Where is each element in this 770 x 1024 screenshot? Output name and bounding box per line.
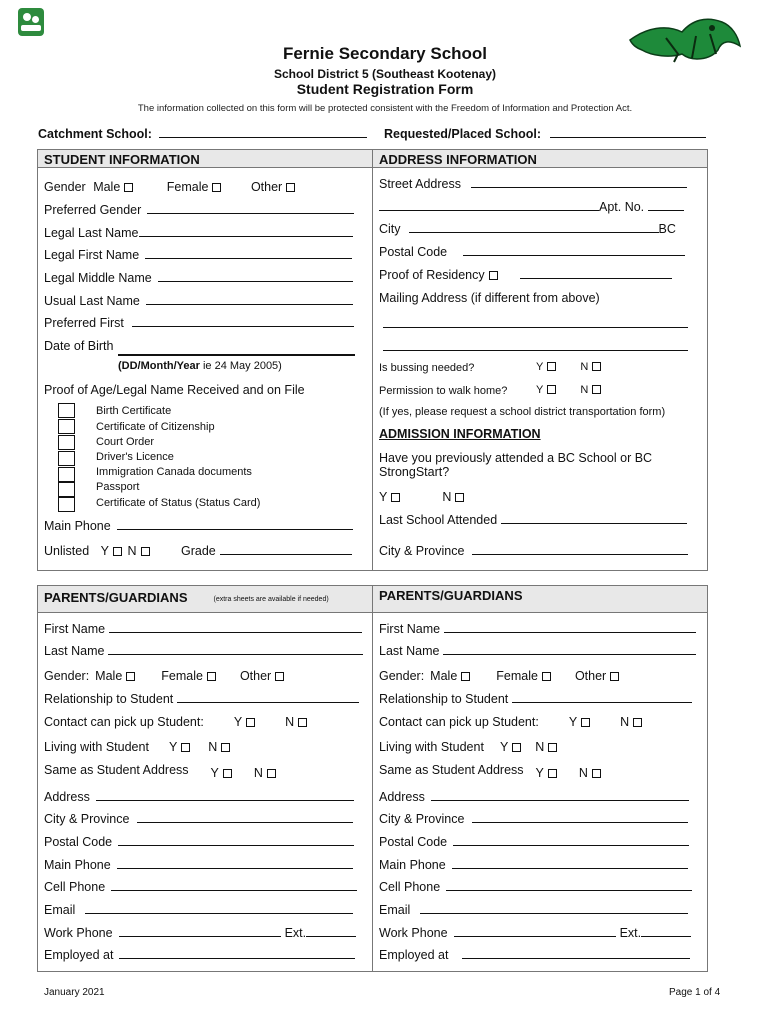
requested-school-field [384, 127, 706, 141]
unlisted-label: Unlisted [44, 544, 90, 558]
p1-address-input[interactable] [96, 790, 354, 801]
p1-pickup-label: Contact can pick up Student: [44, 715, 204, 729]
p2-cell-label: Cell Phone [379, 880, 441, 894]
dob-format-bold: (DD/Month/Year [118, 360, 200, 372]
p1-city-label: City & Province [44, 812, 130, 826]
preferred-first-input[interactable] [132, 316, 354, 327]
catchment-school-field [38, 127, 367, 141]
street-line2-input[interactable] [379, 200, 599, 211]
p2-address-input[interactable] [431, 790, 689, 801]
p2-address-field [379, 790, 689, 804]
gender-other-checkbox[interactable] [286, 183, 295, 192]
parent1-heading: PARENTS/GUARDIANS [44, 590, 188, 605]
grade-input[interactable] [220, 544, 352, 555]
gender-other-label: Other [250, 180, 283, 194]
admission-city-field [379, 544, 688, 558]
p1-female-checkbox[interactable] [207, 672, 216, 681]
gender-female-checkbox[interactable] [212, 183, 221, 192]
p2-postal-label: Postal Code [379, 835, 448, 849]
postal-label: Postal Code [379, 245, 448, 259]
p1-same-no-checkbox[interactable] [267, 769, 276, 778]
p2-city-input[interactable] [472, 812, 688, 823]
address-info-heading: ADDRESS INFORMATION [373, 150, 707, 168]
p2-employed-input[interactable] [462, 948, 690, 959]
requested-label: Requested/Placed School: [384, 127, 541, 141]
p2-address-label: Address [379, 790, 425, 804]
catchment-label: Catchment School: [38, 127, 152, 141]
proof-item: Certificate of Citizenship [96, 421, 215, 433]
footer-page-number: Page 1 of 4 [669, 987, 721, 998]
p1-pickup-yes-checkbox[interactable] [246, 718, 255, 727]
p2-male-checkbox[interactable] [461, 672, 470, 681]
p2-same-addr-label: Same as Student Address [379, 763, 524, 777]
p1-gender-row [44, 669, 284, 683]
usual-last-input[interactable] [146, 294, 353, 305]
parent1-heading-bar [38, 586, 372, 613]
p2-postal-field [379, 835, 689, 849]
admission-options [379, 490, 464, 504]
dob-format-hint [118, 360, 282, 372]
p2-work-field [379, 926, 691, 940]
street-input[interactable] [471, 177, 687, 188]
p2-pickup-no-checkbox[interactable] [633, 718, 642, 727]
p2-city-field [379, 812, 688, 826]
dob-format-rest: ie 24 May 2005) [199, 360, 282, 372]
p1-last-field [44, 644, 363, 658]
proof-court-checkbox[interactable] [58, 435, 75, 450]
usual-last-field [44, 294, 353, 308]
proof-item: Court Order [96, 436, 155, 448]
school-name: Fernie Secondary School [282, 44, 488, 63]
transport-note: (If yes, please request a school district transportation form) [379, 406, 666, 418]
p2-first-input[interactable] [444, 622, 696, 633]
proof-item: Driver's Licence [96, 451, 174, 463]
p1-postal-label: Postal Code [44, 835, 113, 849]
p1-pickup-row [44, 715, 307, 729]
preferred-gender-label: Preferred Gender [44, 203, 142, 217]
p1-main-phone-input[interactable] [117, 858, 353, 869]
admission-yes-label: Y [379, 490, 388, 504]
admission-yes-checkbox[interactable] [391, 493, 400, 502]
p1-living-no-label: N [208, 740, 218, 754]
p1-living-no-checkbox[interactable] [221, 743, 230, 752]
walk-no-label: N [580, 384, 589, 396]
proof-item: Immigration Canada documents [96, 466, 252, 478]
p2-living-label: Living with Student [379, 740, 484, 754]
legal-middle-field [44, 271, 353, 285]
gender-label: Gender [44, 180, 86, 194]
p1-pickup-no-label: N [285, 715, 295, 729]
p1-first-input[interactable] [109, 622, 362, 633]
street-label: Street Address [379, 177, 461, 191]
proof-citizenship-checkbox[interactable] [58, 419, 75, 434]
bussing-label: Is bussing needed? [379, 362, 475, 374]
bussing-yes-label: Y [536, 361, 544, 373]
p2-first-field [379, 622, 696, 636]
apt-input[interactable] [648, 200, 684, 211]
parent2-heading: PARENTS/GUARDIANS [373, 586, 707, 613]
p1-same-yes-checkbox[interactable] [223, 769, 232, 778]
requested-input[interactable] [550, 127, 706, 138]
admission-question-line1: Have you previously attended a BC School or BC [379, 451, 653, 465]
p1-employed-label: Employed at [44, 948, 114, 962]
legal-middle-label: Legal Middle Name [44, 271, 152, 285]
legal-first-input[interactable] [145, 248, 352, 259]
p2-living-no-label: N [535, 740, 545, 754]
p2-main-phone-label: Main Phone [379, 858, 446, 872]
p2-living-yes-checkbox[interactable] [512, 743, 521, 752]
admission-no-checkbox[interactable] [455, 493, 464, 502]
mailing-input-line1[interactable] [383, 327, 688, 328]
p1-postal-input[interactable] [118, 835, 354, 846]
proof-status-checkbox[interactable] [58, 497, 75, 512]
street-field [379, 177, 687, 191]
unlisted-yes-label: Y [100, 544, 109, 558]
p1-relationship-input[interactable] [177, 692, 359, 703]
p1-first-label: First Name [44, 622, 106, 636]
proof-passport-checkbox[interactable] [58, 482, 75, 497]
last-school-input[interactable] [501, 513, 687, 524]
p1-living-yes-checkbox[interactable] [181, 743, 190, 752]
proof-item: Passport [96, 481, 140, 493]
last-school-field [379, 513, 687, 527]
p2-pickup-label: Contact can pick up Student: [379, 715, 539, 729]
district-logo-icon [18, 8, 44, 36]
p2-work-input[interactable] [454, 926, 616, 937]
p1-address-field [44, 790, 354, 804]
p2-first-label: First Name [379, 622, 441, 636]
unlisted-no-label: N [127, 544, 137, 558]
student-main-phone-label: Main Phone [44, 519, 111, 533]
p2-work-label: Work Phone [379, 926, 448, 940]
p1-living-yes-label: Y [168, 740, 178, 754]
postal-field [379, 245, 685, 259]
p2-pickup-row [379, 715, 642, 729]
p1-first-field [44, 622, 362, 636]
p2-female-label: Female [496, 669, 538, 683]
proof-residency-label: Proof of Residency [379, 268, 485, 282]
city-label: City [379, 222, 401, 236]
p1-male-label: Male [95, 669, 123, 683]
p1-main-phone-label: Main Phone [44, 858, 111, 872]
grade-label: Grade [181, 544, 216, 558]
p1-work-field [44, 926, 356, 940]
p1-city-field [44, 812, 353, 826]
student-info-heading: STUDENT INFORMATION [38, 150, 372, 168]
p1-pickup-no-checkbox[interactable] [298, 718, 307, 727]
p1-postal-field [44, 835, 354, 849]
extra-sheets-note: (extra sheets are available if needed) [213, 596, 329, 603]
legal-middle-input[interactable] [158, 271, 353, 282]
unlisted-yes-checkbox[interactable] [113, 547, 122, 556]
preferred-gender-input[interactable] [147, 203, 354, 214]
p2-cell-input[interactable] [446, 880, 692, 891]
proof-item: Certificate of Status (Status Card) [96, 497, 261, 509]
p1-city-input[interactable] [137, 812, 353, 823]
mailing-label: Mailing Address (if different from above) [379, 291, 600, 305]
preferred-gender-field [44, 203, 354, 217]
bussing-options [536, 361, 601, 373]
p1-work-label: Work Phone [44, 926, 113, 940]
usual-last-label: Usual Last Name [44, 294, 140, 308]
p2-main-phone-input[interactable] [452, 858, 688, 869]
bussing-no-label: N [580, 361, 589, 373]
p1-same-addr-row [44, 763, 276, 780]
p1-ext-label: Ext. [284, 926, 307, 940]
proof-birth-checkbox[interactable] [58, 403, 75, 418]
p1-work-input[interactable] [119, 926, 281, 937]
p2-main-phone-field [379, 858, 688, 872]
privacy-note: The information collected on this form will be protected consistent with the Freedom of Information and Protection Act. [137, 103, 633, 114]
p1-male-checkbox[interactable] [126, 672, 135, 681]
proof-heading: Proof of Age/Legal Name Received and on File [44, 383, 305, 397]
p2-ext-label: Ext. [619, 926, 642, 940]
p2-same-no-label: N [578, 766, 588, 780]
student-main-phone-field [44, 519, 353, 533]
p1-main-phone-field [44, 858, 353, 872]
p1-last-input[interactable] [108, 644, 363, 655]
p2-same-yes-checkbox[interactable] [548, 769, 557, 778]
dob-field [44, 339, 113, 353]
p1-same-no-label: N [253, 766, 263, 780]
unlisted-grade-row [44, 544, 352, 558]
postal-input[interactable] [463, 245, 685, 256]
province-bc-label: BC [658, 222, 676, 236]
walk-yes-label: Y [536, 384, 544, 396]
p2-pickup-yes-label: Y [568, 715, 578, 729]
p1-living-label: Living with Student [44, 740, 149, 754]
dob-label: Date of Birth [44, 339, 114, 353]
p2-last-input[interactable] [443, 644, 696, 655]
p2-same-yes-label: Y [535, 766, 544, 780]
p2-cell-field [379, 880, 692, 894]
bussing-yes-checkbox[interactable] [547, 362, 556, 371]
p1-gender-label: Gender: [44, 669, 90, 683]
walk-options [536, 384, 601, 396]
p2-gender-row [379, 669, 619, 683]
p1-email-field [44, 903, 353, 917]
p2-living-row [379, 740, 557, 754]
p2-same-no-checkbox[interactable] [592, 769, 601, 778]
p1-last-label: Last Name [44, 644, 105, 658]
p2-pickup-yes-checkbox[interactable] [581, 718, 590, 727]
student-main-phone-input[interactable] [117, 519, 353, 530]
p2-employed-field [379, 948, 690, 962]
apt-field [379, 200, 684, 214]
p1-relationship-label: Relationship to Student [44, 692, 174, 706]
legal-first-field [44, 248, 352, 262]
proof-residency-field [379, 268, 672, 282]
p2-relationship-label: Relationship to Student [379, 692, 509, 706]
legal-last-input[interactable] [139, 226, 353, 237]
p2-living-no-checkbox[interactable] [548, 743, 557, 752]
last-school-label: Last School Attended [379, 513, 498, 527]
p1-same-yes-label: Y [210, 766, 219, 780]
p2-relationship-field [379, 692, 692, 706]
p2-email-input[interactable] [420, 903, 688, 914]
apt-label: Apt. No. [599, 200, 645, 214]
p1-employed-field [44, 948, 355, 962]
admission-city-input[interactable] [472, 544, 688, 555]
p1-other-label: Other [239, 669, 272, 683]
gender-male-label: Male [93, 180, 121, 194]
city-input[interactable] [409, 222, 659, 233]
p2-relationship-input[interactable] [512, 692, 692, 703]
p2-male-label: Male [430, 669, 458, 683]
admission-heading: ADMISSION INFORMATION [379, 427, 541, 441]
legal-last-label: Legal Last Name [44, 226, 139, 240]
mailing-input-line2[interactable] [383, 350, 688, 351]
p1-cell-label: Cell Phone [44, 880, 106, 894]
p1-email-input[interactable] [85, 903, 353, 914]
proof-licence-checkbox[interactable] [58, 451, 75, 466]
p1-same-addr-label: Same as Student Address [44, 763, 189, 777]
preferred-first-label: Preferred First [44, 316, 124, 330]
p2-email-field [379, 903, 688, 917]
unlisted-no-checkbox[interactable] [141, 547, 150, 556]
p2-last-field [379, 644, 696, 658]
p1-cell-input[interactable] [111, 880, 357, 891]
p2-city-label: City & Province [379, 812, 465, 826]
p1-cell-field [44, 880, 357, 894]
p2-pickup-no-label: N [620, 715, 630, 729]
walk-no-checkbox[interactable] [592, 385, 601, 394]
p2-living-yes-label: Y [499, 740, 509, 754]
p2-same-addr-row [379, 763, 601, 780]
p1-other-checkbox[interactable] [275, 672, 284, 681]
gender-male-checkbox[interactable] [124, 183, 133, 192]
p2-other-label: Other [574, 669, 607, 683]
gender-row [44, 180, 295, 194]
gender-female-label: Female [166, 180, 209, 194]
p2-last-label: Last Name [379, 644, 440, 658]
admission-city-label: City & Province [379, 544, 465, 558]
walk-label: Permission to walk home? [379, 385, 508, 397]
p2-postal-input[interactable] [453, 835, 689, 846]
p2-email-label: Email [379, 903, 411, 917]
p2-ext-input[interactable] [641, 926, 691, 937]
walk-yes-checkbox[interactable] [547, 385, 556, 394]
p1-ext-input[interactable] [306, 926, 356, 937]
bussing-no-checkbox[interactable] [592, 362, 601, 371]
proof-residency-input[interactable] [520, 268, 672, 279]
city-field [379, 222, 676, 236]
proof-immigration-checkbox[interactable] [58, 467, 75, 482]
p2-employed-label: Employed at [379, 948, 449, 962]
proof-item: Birth Certificate [96, 405, 172, 417]
p1-female-label: Female [161, 669, 203, 683]
p2-female-checkbox[interactable] [542, 672, 551, 681]
p2-gender-label: Gender: [379, 669, 425, 683]
district-name: School District 5 (Southeast Kootenay) [273, 67, 497, 81]
legal-first-label: Legal First Name [44, 248, 140, 262]
footer-date: January 2021 [44, 987, 105, 998]
p1-living-row [44, 740, 230, 754]
form-title: Student Registration Form [296, 81, 474, 97]
admission-question-line2: StrongStart? [379, 465, 450, 479]
proof-residency-checkbox[interactable] [489, 271, 498, 280]
admission-no-label: N [442, 490, 452, 504]
p1-email-label: Email [44, 903, 76, 917]
p1-employed-input[interactable] [119, 948, 355, 959]
catchment-input[interactable] [159, 127, 367, 138]
p1-pickup-yes-label: Y [233, 715, 243, 729]
legal-last-field [44, 226, 353, 240]
dob-input[interactable] [118, 354, 355, 356]
p2-other-checkbox[interactable] [610, 672, 619, 681]
preferred-first-field [44, 316, 354, 330]
p1-relationship-field [44, 692, 359, 706]
p1-address-label: Address [44, 790, 90, 804]
column-divider [372, 149, 373, 571]
parents-column-divider [372, 585, 373, 972]
